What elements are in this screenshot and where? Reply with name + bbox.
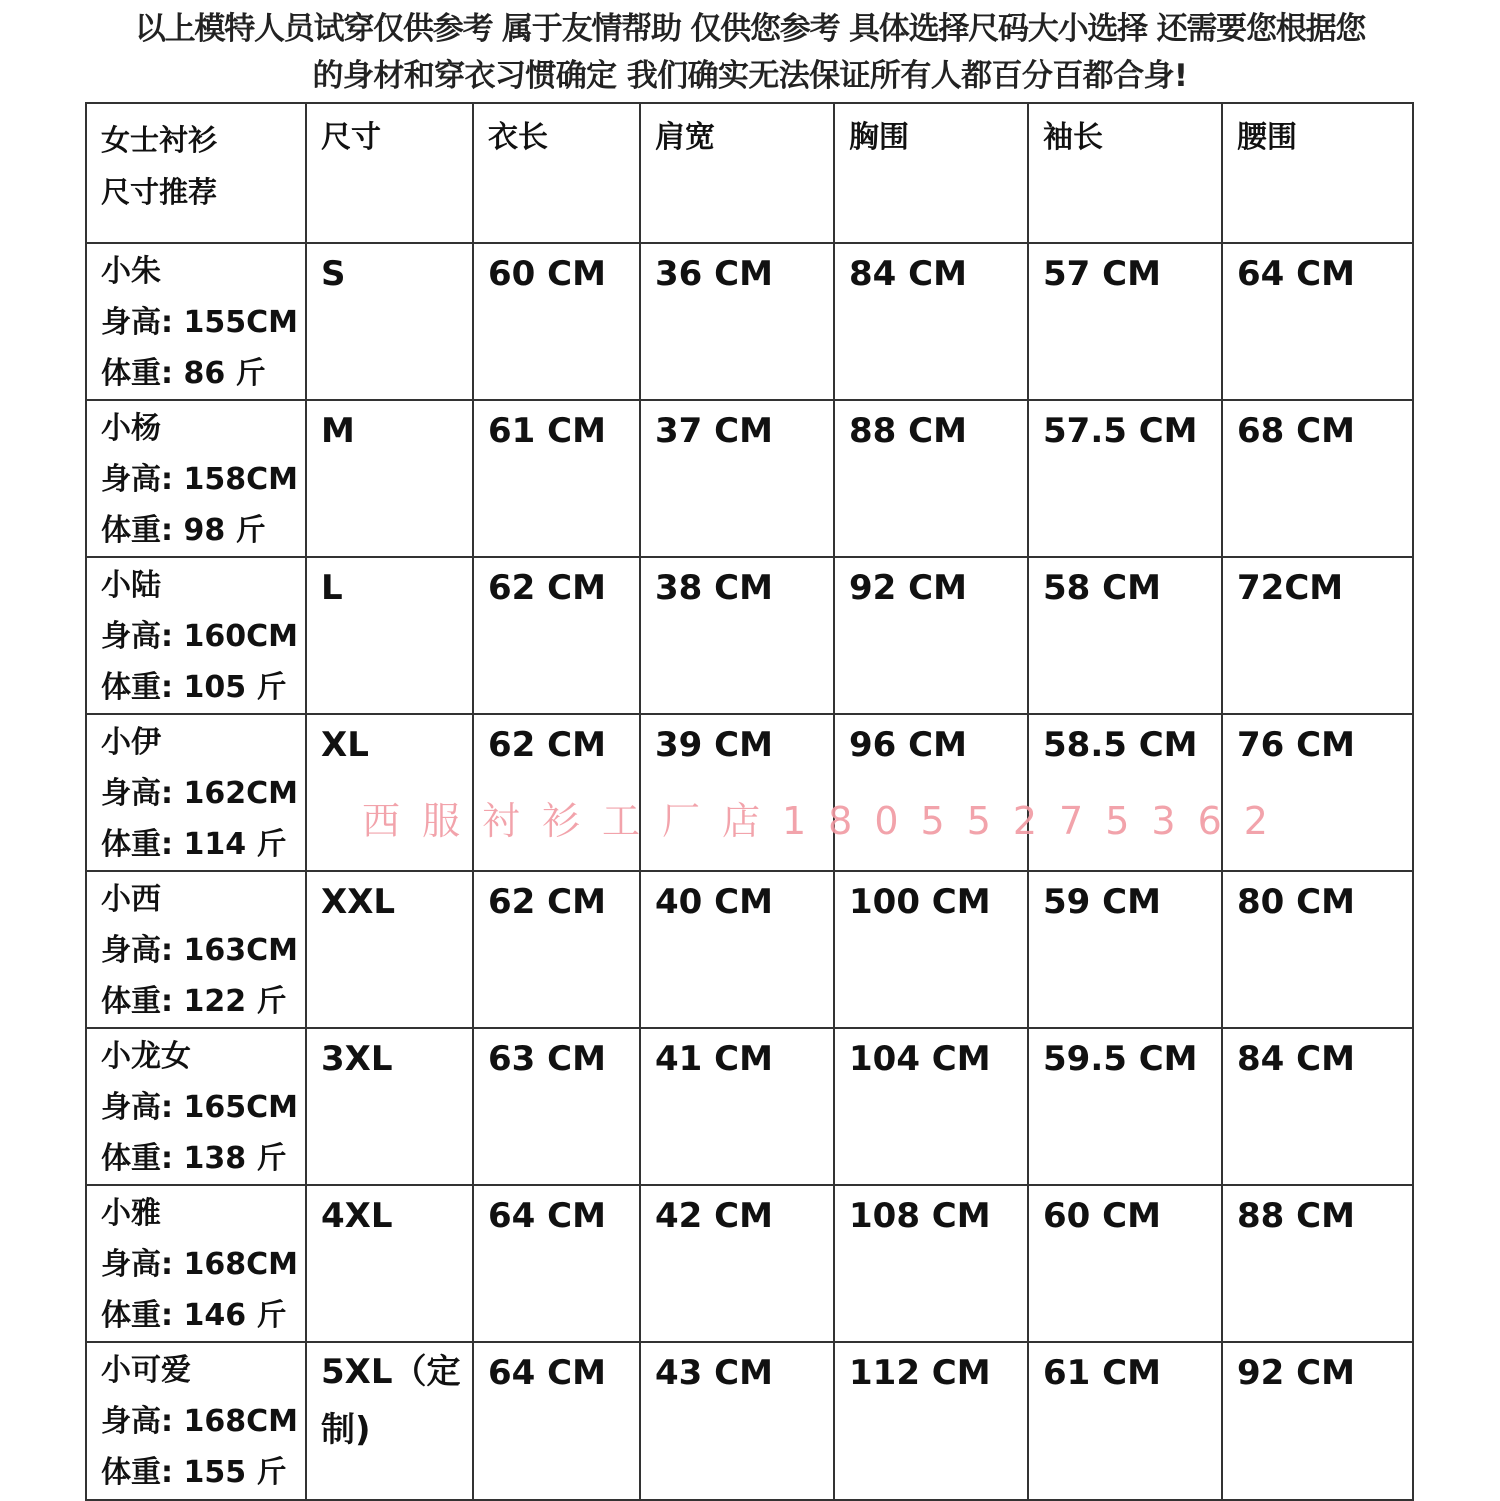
cell-chest: 92 CM xyxy=(834,557,1028,714)
cell-waist: 68 CM xyxy=(1222,400,1413,557)
model-height: 身高: 162CM xyxy=(101,776,298,811)
cell-chest: 104 CM xyxy=(834,1028,1028,1185)
model-weight: 体重: 86 斤 xyxy=(101,356,266,391)
model-info-cell xyxy=(86,1342,306,1500)
cell-length: 62 CM xyxy=(473,714,640,871)
cell-chest: 84 CM xyxy=(834,243,1028,400)
header-recommend-cell xyxy=(86,103,306,243)
header-title-line-1: 女士衬衫 xyxy=(101,123,218,157)
model-weight: 体重: 155 斤 xyxy=(101,1455,287,1490)
model-height: 身高: 168CM xyxy=(101,1404,298,1439)
model-height: 身高: 168CM xyxy=(101,1247,298,1282)
table-header-row xyxy=(86,103,1413,243)
model-info-cell xyxy=(86,1028,306,1185)
cell-sleeve: 59 CM xyxy=(1028,871,1222,1028)
cell-sleeve: 58.5 CM xyxy=(1028,714,1222,871)
cell-chest: 100 CM xyxy=(834,871,1028,1028)
cell-chest: 108 CM xyxy=(834,1185,1028,1342)
model-info-cell xyxy=(86,1185,306,1342)
cell-chest: 88 CM xyxy=(834,400,1028,557)
table-body xyxy=(86,243,1413,1500)
cell-size: 3XL xyxy=(306,1028,473,1185)
cell-waist: 76 CM xyxy=(1222,714,1413,871)
model-weight: 体重: 114 斤 xyxy=(101,827,287,862)
table-row xyxy=(86,1342,1413,1500)
model-info-cell xyxy=(86,557,306,714)
cell-chest: 112 CM xyxy=(834,1342,1028,1500)
cell-shoulder: 39 CM xyxy=(640,714,834,871)
cell-size: 4XL xyxy=(306,1185,473,1342)
cell-sleeve: 57.5 CM xyxy=(1028,400,1222,557)
table-row xyxy=(86,400,1413,557)
cell-shoulder: 42 CM xyxy=(640,1185,834,1342)
model-height: 身高: 160CM xyxy=(101,619,298,654)
cell-length: 62 CM xyxy=(473,557,640,714)
cell-shoulder: 40 CM xyxy=(640,871,834,1028)
model-height: 身高: 158CM xyxy=(101,462,298,497)
model-info-cell xyxy=(86,871,306,1028)
model-info-cell xyxy=(86,243,306,400)
cell-shoulder: 37 CM xyxy=(640,400,834,557)
header-length: 衣长 xyxy=(473,103,640,243)
cell-sleeve: 59.5 CM xyxy=(1028,1028,1222,1185)
header-waist: 腰围 xyxy=(1222,103,1413,243)
model-info-cell xyxy=(86,714,306,871)
cell-size: XL xyxy=(306,714,473,871)
model-weight: 体重: 105 斤 xyxy=(101,670,287,705)
cell-sleeve: 58 CM xyxy=(1028,557,1222,714)
cell-sleeve: 57 CM xyxy=(1028,243,1222,400)
size-chart-table xyxy=(85,102,1414,1501)
cell-chest: 96 CM xyxy=(834,714,1028,871)
model-name: 小朱 xyxy=(101,254,161,289)
cell-waist: 88 CM xyxy=(1222,1185,1413,1342)
cell-sleeve: 61 CM xyxy=(1028,1342,1222,1500)
model-name: 小陆 xyxy=(101,568,161,603)
header-sleeve: 袖长 xyxy=(1028,103,1222,243)
cell-waist: 84 CM xyxy=(1222,1028,1413,1185)
header-chest: 胸围 xyxy=(834,103,1028,243)
cell-shoulder: 36 CM xyxy=(640,243,834,400)
model-name: 小雅 xyxy=(101,1196,161,1231)
cell-length: 60 CM xyxy=(473,243,640,400)
cell-waist: 72CM xyxy=(1222,557,1413,714)
header-title-line-2: 尺寸推荐 xyxy=(101,175,218,209)
model-height: 身高: 155CM xyxy=(101,305,298,340)
cell-size: L xyxy=(306,557,473,714)
cell-shoulder: 41 CM xyxy=(640,1028,834,1185)
cell-size: 5XL（定制) xyxy=(306,1342,473,1500)
model-height: 身高: 165CM xyxy=(101,1090,298,1125)
cell-waist: 80 CM xyxy=(1222,871,1413,1028)
notice-line-1: 以上模特人员试穿仅供参考 属于友情帮助 仅供您参考 具体选择尺码大小选择 还需要您根据您 xyxy=(134,11,1366,47)
header-size: 尺寸 xyxy=(306,103,473,243)
model-weight: 体重: 146 斤 xyxy=(101,1298,287,1333)
cell-length: 64 CM xyxy=(473,1342,640,1500)
model-height: 身高: 163CM xyxy=(101,933,298,968)
watermark: 西服衬衫工厂店18055275362 xyxy=(362,799,1290,843)
model-name: 小杨 xyxy=(101,411,161,446)
cell-length: 61 CM xyxy=(473,400,640,557)
table-row xyxy=(86,557,1413,714)
cell-size: S xyxy=(306,243,473,400)
cell-sleeve: 60 CM xyxy=(1028,1185,1222,1342)
table-row xyxy=(86,1185,1413,1342)
model-name: 小伊 xyxy=(101,725,161,760)
cell-length: 64 CM xyxy=(473,1185,640,1342)
model-weight: 体重: 122 斤 xyxy=(101,984,287,1019)
model-info-cell xyxy=(86,400,306,557)
table-row xyxy=(86,714,1413,871)
table-row xyxy=(86,871,1413,1028)
model-name: 小龙女 xyxy=(101,1039,191,1074)
cell-length: 62 CM xyxy=(473,871,640,1028)
model-name: 小西 xyxy=(101,882,161,917)
model-weight: 体重: 98 斤 xyxy=(101,513,266,548)
cell-length: 63 CM xyxy=(473,1028,640,1185)
table-row xyxy=(86,243,1413,400)
cell-size: M xyxy=(306,400,473,557)
cell-shoulder: 43 CM xyxy=(640,1342,834,1500)
table-row xyxy=(86,1028,1413,1185)
cell-waist: 64 CM xyxy=(1222,243,1413,400)
model-name: 小可爱 xyxy=(101,1353,191,1388)
model-weight: 体重: 138 斤 xyxy=(101,1141,287,1176)
notice-text xyxy=(0,6,1500,100)
cell-waist: 92 CM xyxy=(1222,1342,1413,1500)
cell-size: XXL xyxy=(306,871,473,1028)
cell-shoulder: 38 CM xyxy=(640,557,834,714)
notice-line-2: 的身材和穿衣习惯确定 我们确实无法保证所有人都百分百都合身! xyxy=(312,58,1188,94)
header-shoulder: 肩宽 xyxy=(640,103,834,243)
